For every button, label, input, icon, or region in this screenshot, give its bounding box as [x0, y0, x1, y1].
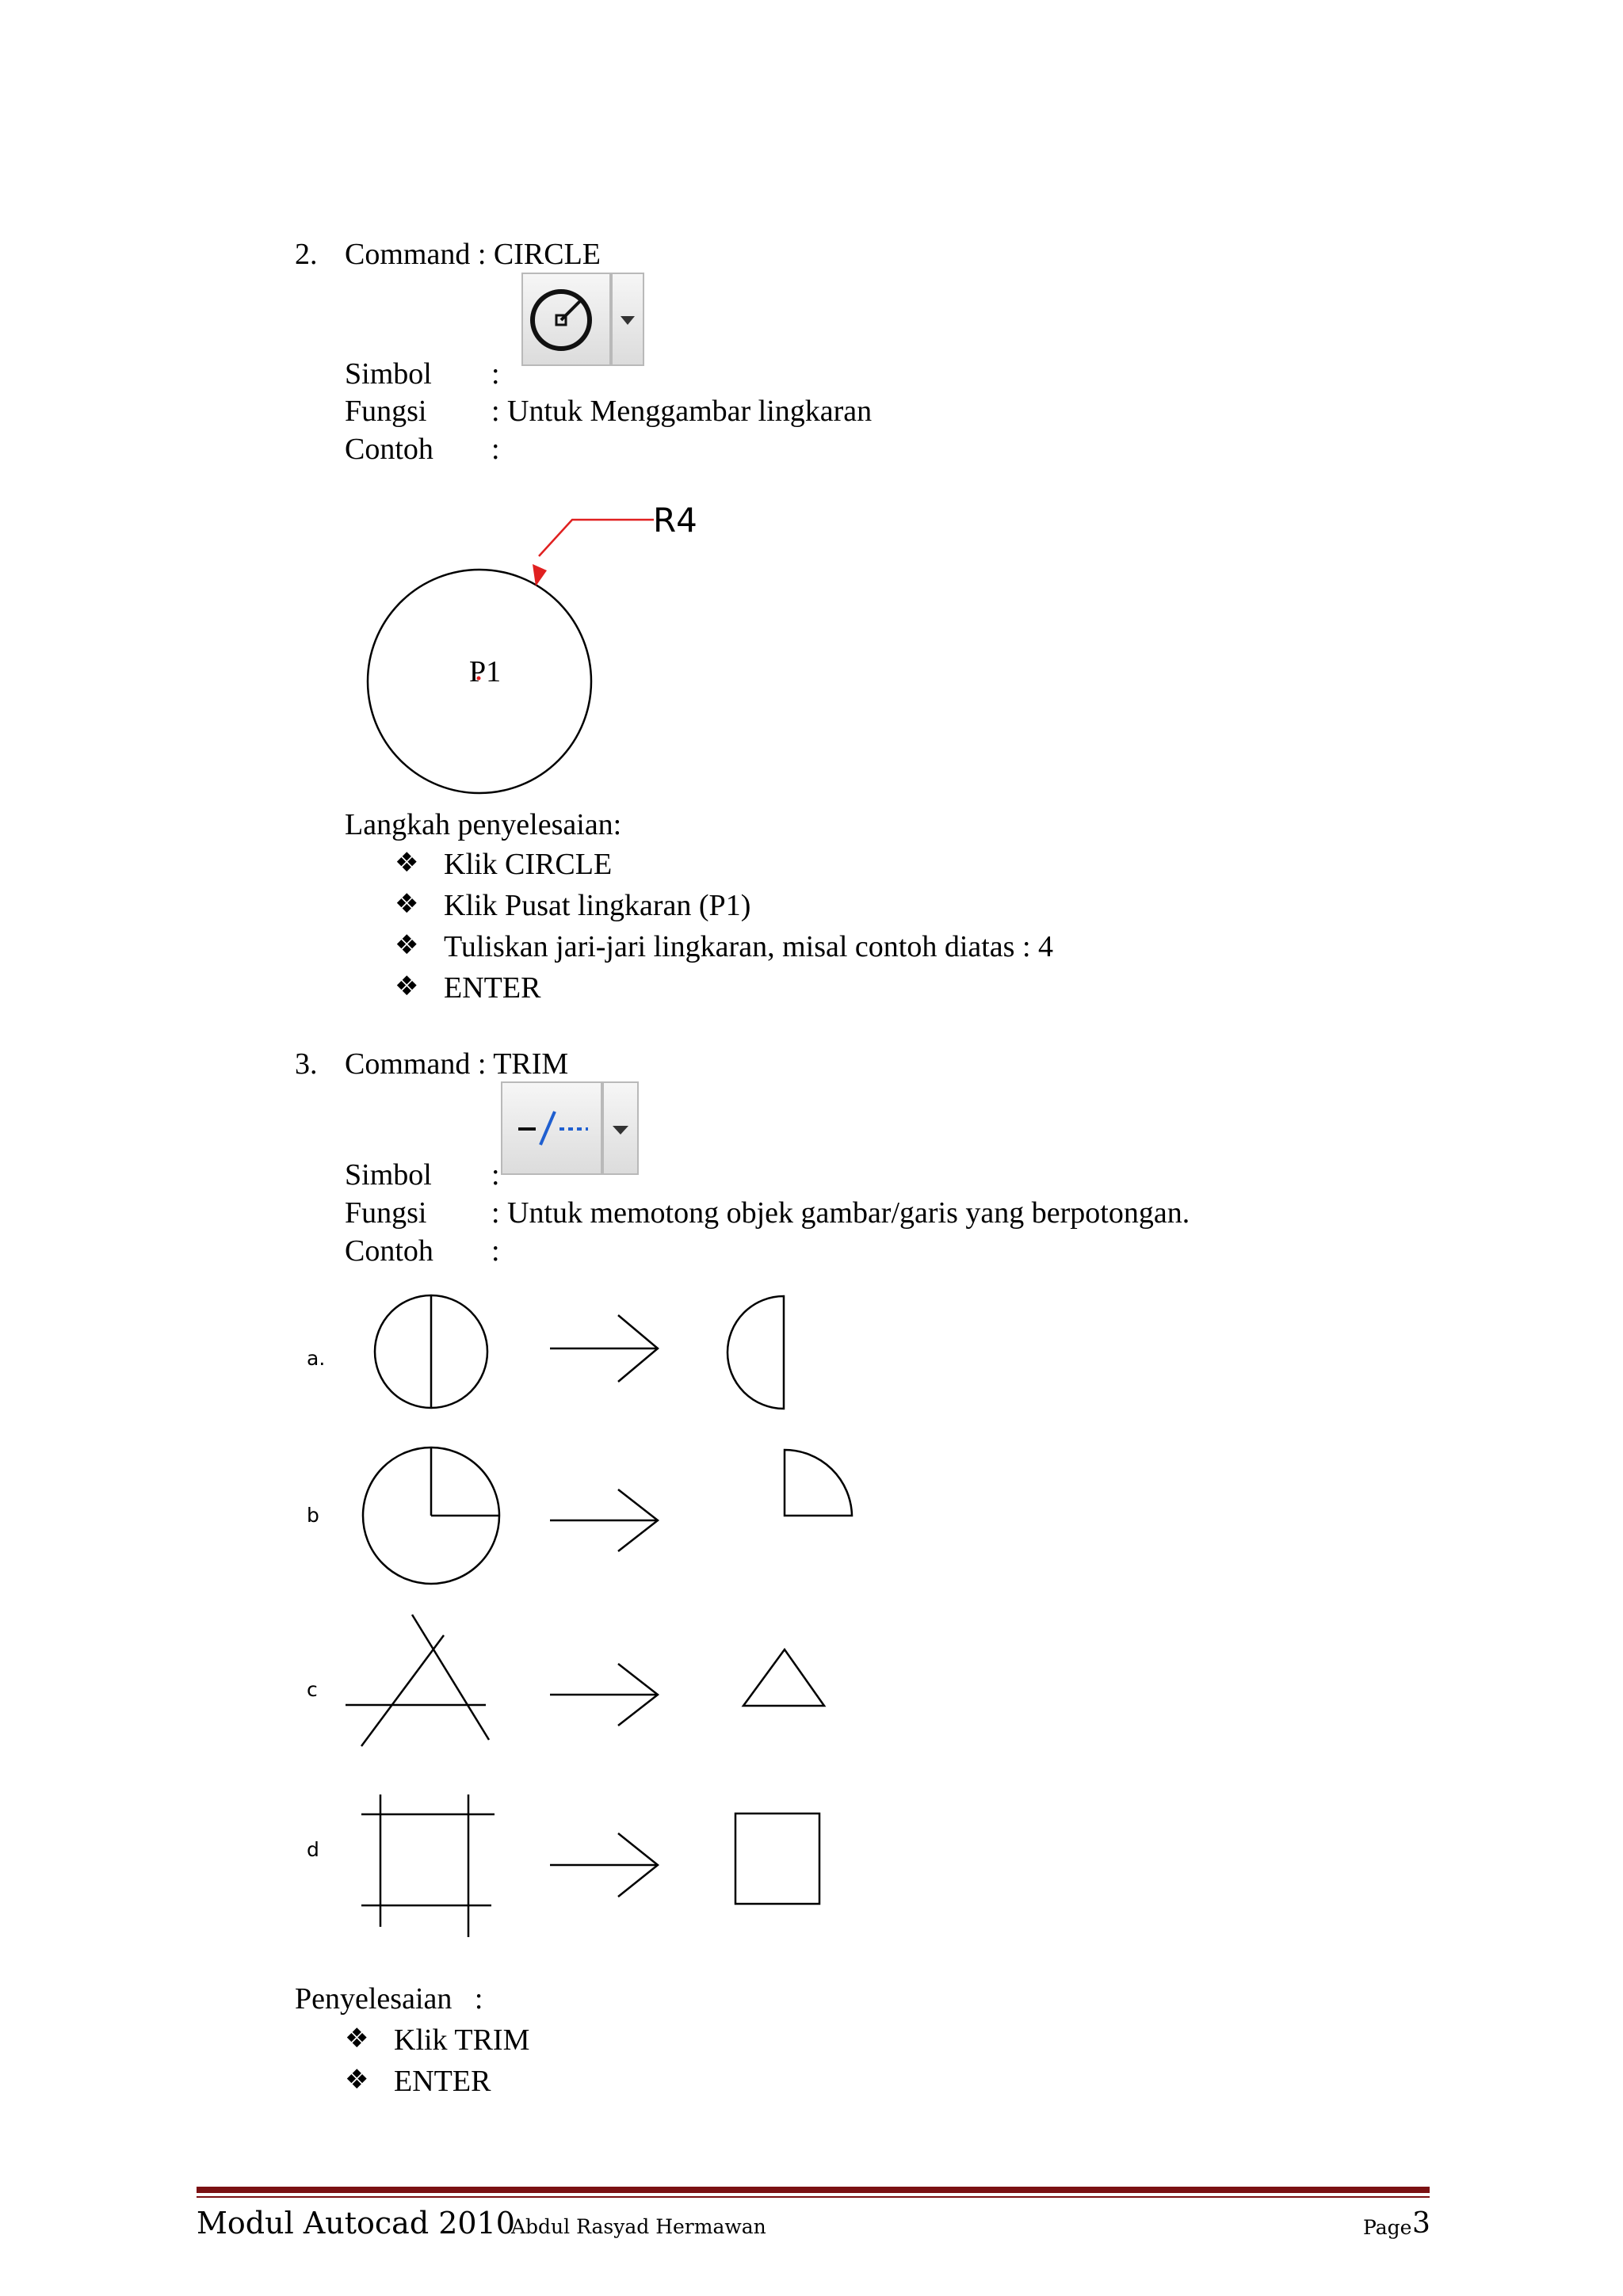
example-c-after	[743, 1650, 824, 1706]
circle-step-2: Klik Pusat lingkaran (P1)	[444, 889, 751, 922]
circle-symbol-label: Simbol	[345, 357, 432, 391]
circle-step-bullet: ❖	[395, 847, 419, 879]
trim-command-title: Command : TRIM	[345, 1047, 569, 1081]
trim-section-number: 3.	[295, 1047, 318, 1081]
circle-step-bullet: ❖	[395, 929, 419, 961]
circle-step-3: Tuliskan jari-jari lingkaran, misal contoh diatas : 4	[444, 930, 1054, 963]
circle-symbol-colon: :	[491, 357, 500, 391]
example-label-d: d	[307, 1838, 319, 1861]
example-b-after	[785, 1450, 852, 1516]
example-d-after	[735, 1814, 819, 1904]
footer-rule-thin	[197, 2196, 1430, 2198]
circle-function-label: Fungsi	[345, 395, 427, 428]
trim-function-label: Fungsi	[345, 1196, 427, 1230]
circle-section-number: 2.	[295, 238, 318, 271]
example-label-c: c	[307, 1678, 318, 1701]
example-b-before	[363, 1447, 499, 1584]
circle-example-colon: :	[491, 433, 500, 466]
circle-step-4: ENTER	[444, 971, 541, 1005]
circle-function-text: : Untuk Menggambar lingkaran	[491, 395, 873, 428]
trim-solution-title: Penyelesaian :	[295, 1982, 483, 2016]
circle-command-title: Command : CIRCLE	[345, 238, 601, 271]
footer-page-number: 3	[1412, 2207, 1430, 2240]
trim-function-text: : Untuk memotong objek gambar/garis yang berpotongan.	[491, 1196, 1190, 1230]
example-c-before	[346, 1615, 489, 1746]
example-c-arrow	[550, 1664, 658, 1726]
example-label-b: b	[307, 1504, 319, 1527]
trim-step-bullet: ❖	[345, 2064, 369, 2096]
example-label-a: a.	[307, 1347, 326, 1370]
circle-example-label: Contoh	[345, 433, 433, 466]
circle-step-bullet: ❖	[395, 971, 419, 1002]
trim-symbol-label: Simbol	[345, 1158, 432, 1192]
example-a-after	[727, 1296, 784, 1409]
trim-step-2: ENTER	[394, 2065, 491, 2098]
footer-author: Abdul Rasyad Hermawan	[511, 2215, 766, 2238]
trim-example-label: Contoh	[345, 1234, 433, 1268]
trim-step-bullet: ❖	[345, 2023, 369, 2054]
circle-step-bullet: ❖	[395, 888, 419, 920]
trim-step-1: Klik TRIM	[394, 2023, 530, 2057]
example-b-arrow	[550, 1489, 658, 1551]
footer-rule-thick	[197, 2187, 1430, 2193]
trim-symbol-colon: :	[491, 1158, 500, 1192]
center-point-label: P1	[469, 655, 502, 688]
example-d-arrow	[550, 1833, 658, 1897]
example-a-before	[375, 1295, 487, 1408]
circle-step-1: Klik CIRCLE	[444, 848, 613, 881]
trim-example-colon: :	[491, 1234, 500, 1268]
example-d-before	[361, 1794, 495, 1937]
circle-steps-title: Langkah penyelesaian:	[345, 808, 622, 841]
footer-page-label: Page	[1363, 2216, 1412, 2239]
footer-title: Modul Autocad 2010	[197, 2206, 515, 2241]
example-a-arrow	[550, 1315, 658, 1382]
radius-label: R4	[653, 501, 697, 540]
